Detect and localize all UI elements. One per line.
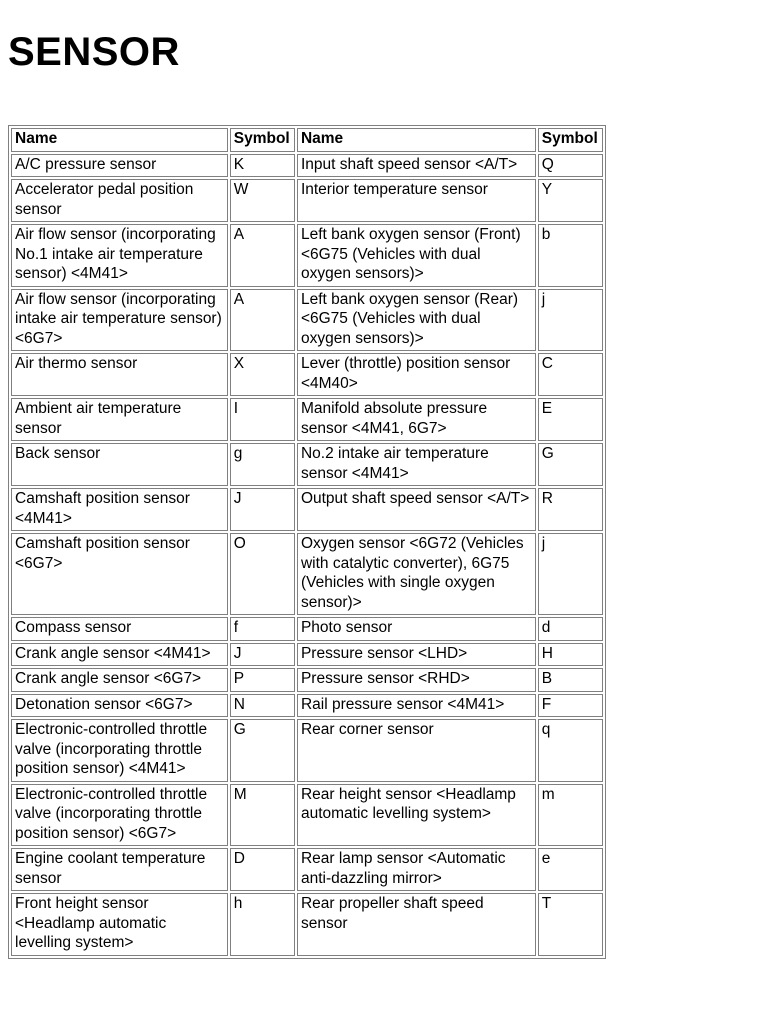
table-row (11, 668, 603, 692)
cell-symbol-right: R (538, 488, 603, 531)
cell-name-right: Pressure sensor <LHD> (297, 643, 536, 667)
cell-symbol-left: g (230, 443, 295, 486)
cell-symbol-right: q (538, 719, 603, 782)
cell-name-right: Pressure sensor <RHD> (297, 668, 536, 692)
table-row (11, 224, 603, 287)
cell-name-left: Air flow sensor (incorporating No.1 intake air temperature sensor) <4M41> (11, 224, 228, 287)
cell-symbol-left: A (230, 224, 295, 287)
table-row (11, 893, 603, 956)
cell-name-right: Rear propeller shaft speed sensor (297, 893, 536, 956)
cell-name-left: Crank angle sensor <6G7> (11, 668, 228, 692)
table-row (11, 154, 603, 178)
cell-symbol-right: Y (538, 179, 603, 222)
cell-name-left: Compass sensor (11, 617, 228, 641)
cell-name-right: Rail pressure sensor <4M41> (297, 694, 536, 718)
cell-symbol-left: W (230, 179, 295, 222)
cell-symbol-left: K (230, 154, 295, 178)
cell-name-left: Electronic-controlled throttle valve (incorporating throttle position sensor) <6G7> (11, 784, 228, 847)
table-row (11, 443, 603, 486)
table-row (11, 643, 603, 667)
cell-symbol-right: B (538, 668, 603, 692)
cell-name-left: Engine coolant temperature sensor (11, 848, 228, 891)
cell-name-left: A/C pressure sensor (11, 154, 228, 178)
header-name-2: Name (297, 128, 536, 152)
cell-name-right: Lever (throttle) position sensor <4M40> (297, 353, 536, 396)
cell-symbol-left: D (230, 848, 295, 891)
table-row (11, 353, 603, 396)
cell-name-right: Oxygen sensor <6G72 (Vehicles with catalytic converter), 6G75 (Vehicles with single oxygen sensor)> (297, 533, 536, 615)
cell-name-left: Camshaft position sensor <4M41> (11, 488, 228, 531)
table-header-row (11, 128, 603, 152)
cell-symbol-left: J (230, 643, 295, 667)
cell-name-right: Rear corner sensor (297, 719, 536, 782)
cell-name-right: Output shaft speed sensor <A/T> (297, 488, 536, 531)
cell-name-left: Air thermo sensor (11, 353, 228, 396)
cell-name-right: Left bank oxygen sensor (Rear) <6G75 (Vehicles with dual oxygen sensors)> (297, 289, 536, 352)
cell-symbol-right: d (538, 617, 603, 641)
sensor-table-container (8, 125, 606, 995)
cell-symbol-right: j (538, 289, 603, 352)
table-row (11, 398, 603, 441)
header-name-1: Name (11, 128, 228, 152)
cell-symbol-right: C (538, 353, 603, 396)
cell-name-left: Electronic-controlled throttle valve (incorporating throttle position sensor) <4M41> (11, 719, 228, 782)
cell-symbol-right: G (538, 443, 603, 486)
cell-symbol-left: M (230, 784, 295, 847)
table-row (11, 694, 603, 718)
cell-name-right: Photo sensor (297, 617, 536, 641)
table-row (11, 533, 603, 615)
table-row (11, 719, 603, 782)
cell-name-left: Detonation sensor <6G7> (11, 694, 228, 718)
cell-symbol-left: P (230, 668, 295, 692)
cell-symbol-right: m (538, 784, 603, 847)
cell-name-left: Accelerator pedal position sensor (11, 179, 228, 222)
table-row (11, 617, 603, 641)
cell-name-left: Back sensor (11, 443, 228, 486)
sensor-table (8, 125, 606, 959)
cell-symbol-left: J (230, 488, 295, 531)
cell-symbol-right: Q (538, 154, 603, 178)
table-row (11, 289, 603, 352)
cell-symbol-left: O (230, 533, 295, 615)
cell-symbol-right: T (538, 893, 603, 956)
table-row (11, 488, 603, 531)
table-row (11, 179, 603, 222)
cell-symbol-right: F (538, 694, 603, 718)
cell-symbol-right: j (538, 533, 603, 615)
cell-name-right: Manifold absolute pressure sensor <4M41, 6G7> (297, 398, 536, 441)
cell-symbol-left: f (230, 617, 295, 641)
page-title: SENSOR (8, 30, 180, 74)
table-body (11, 154, 603, 956)
cell-symbol-right: e (538, 848, 603, 891)
cell-symbol-left: G (230, 719, 295, 782)
cell-symbol-left: N (230, 694, 295, 718)
cell-name-right: Rear lamp sensor <Automatic anti-dazzling mirror> (297, 848, 536, 891)
cell-name-right: Left bank oxygen sensor (Front) <6G75 (Vehicles with dual oxygen sensors)> (297, 224, 536, 287)
cell-symbol-right: H (538, 643, 603, 667)
cell-symbol-right: b (538, 224, 603, 287)
table-row (11, 848, 603, 891)
cell-symbol-left: X (230, 353, 295, 396)
cell-symbol-left: h (230, 893, 295, 956)
cell-name-right: Input shaft speed sensor <A/T> (297, 154, 536, 178)
cell-name-right: Interior temperature sensor (297, 179, 536, 222)
cell-name-left: Camshaft position sensor <6G7> (11, 533, 228, 615)
cell-name-left: Air flow sensor (incorporating intake air temperature sensor) <6G7> (11, 289, 228, 352)
cell-name-right: Rear height sensor <Headlamp automatic levelling system> (297, 784, 536, 847)
table-row (11, 784, 603, 847)
cell-symbol-left: I (230, 398, 295, 441)
cell-name-left: Crank angle sensor <4M41> (11, 643, 228, 667)
cell-name-left: Front height sensor <Headlamp automatic levelling system> (11, 893, 228, 956)
header-symbol-2: Symbol (538, 128, 603, 152)
cell-symbol-right: E (538, 398, 603, 441)
header-symbol-1: Symbol (230, 128, 295, 152)
cell-name-left: Ambient air temperature sensor (11, 398, 228, 441)
cell-symbol-left: A (230, 289, 295, 352)
cell-name-right: No.2 intake air temperature sensor <4M41> (297, 443, 536, 486)
